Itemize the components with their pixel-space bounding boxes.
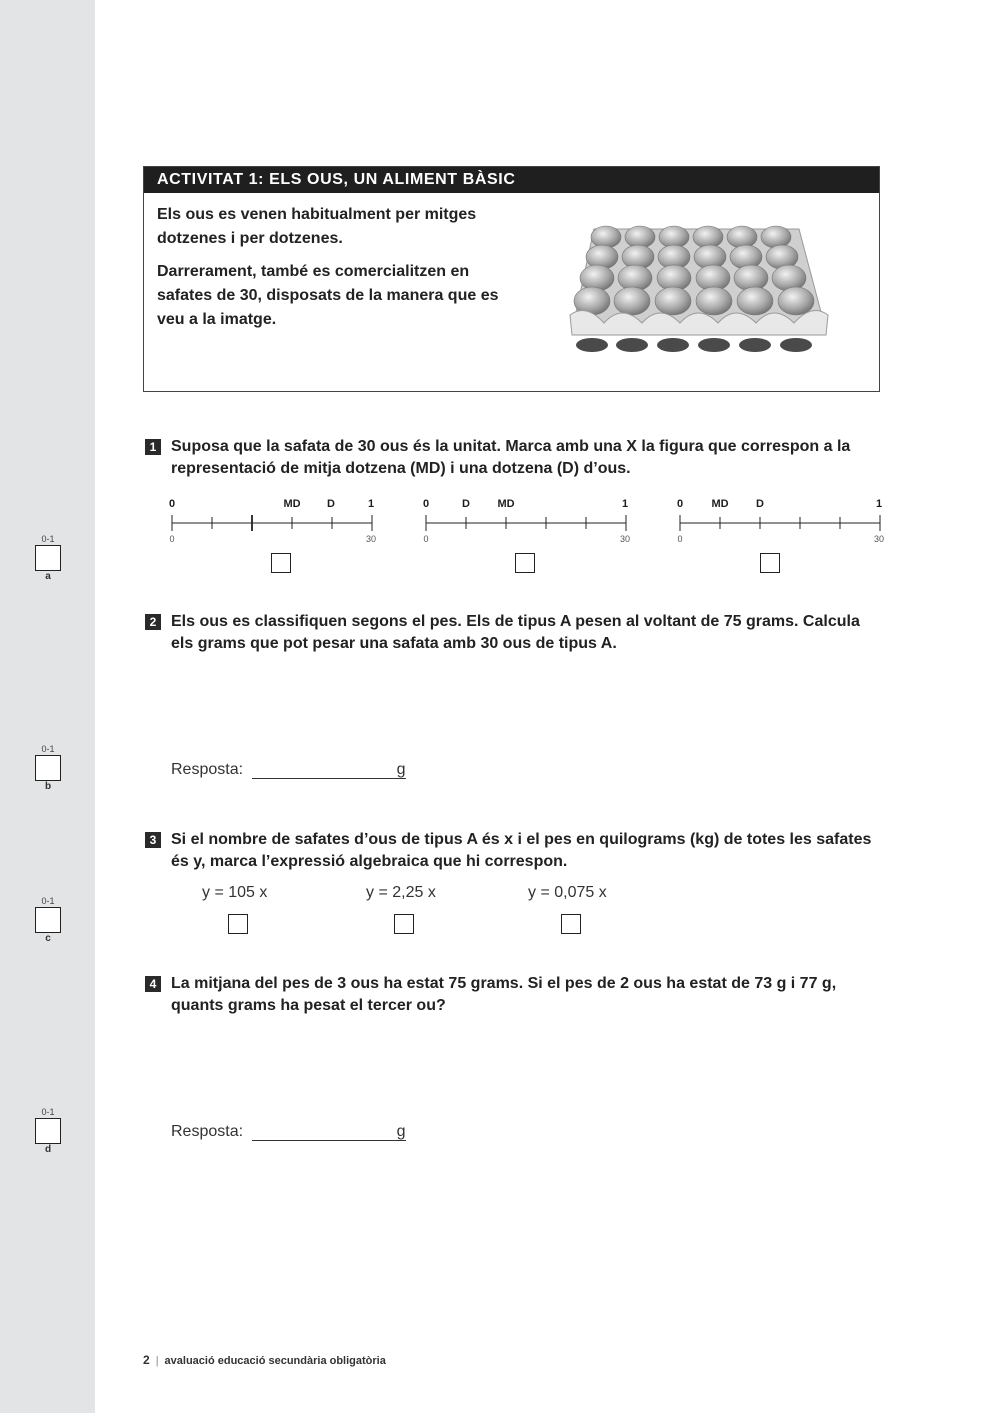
nl-max: 30 — [873, 534, 885, 544]
q1-checkbox-1[interactable] — [271, 553, 291, 573]
q3-var-x: x — [504, 831, 514, 848]
q3-checkbox-2[interactable] — [394, 914, 414, 934]
nl-label-md: MD — [283, 498, 301, 510]
intro-paragraph-1: Els ous es venen habitualment per mitges dotzenes i per dotzenes. — [157, 206, 477, 247]
activity-box — [143, 166, 880, 392]
nl-label-zero: 0 — [422, 498, 430, 510]
q3-var-y: y — [193, 853, 201, 870]
number-line-3 — [678, 498, 883, 558]
activity-title: ACTIVITAT 1: ELS OUS, UN ALIMENT BÀSIC — [144, 167, 879, 193]
nl-label-md: MD — [497, 498, 515, 510]
number-line-axis — [678, 508, 883, 534]
egg-tray-image — [564, 211, 834, 361]
footer-text: avaluació educació secundària obligatòria — [164, 1355, 386, 1367]
score-range: 0-1 — [41, 896, 55, 906]
nl-max: 30 — [619, 534, 631, 544]
score-range: 0-1 — [41, 1107, 55, 1117]
question-4-text: La mitjana del pes de 3 ous ha estat 75 grams. Si el pes de 2 ous ha estat de 73 g i 77 g, quants grams ha pesat el tercer ou? — [171, 975, 837, 1014]
q3-text-part: Si el nombre de safates d’ous de tipus A és — [171, 831, 505, 848]
q3-text-part: i el pes en quilograms (kg) de totes les safates és — [171, 831, 872, 870]
answer-unit: g — [396, 761, 406, 778]
question-number: 1 — [145, 439, 161, 455]
question-3-text — [171, 829, 886, 873]
margin-strip — [0, 0, 95, 1413]
nl-label-one: 1 — [875, 498, 883, 510]
page-footer — [143, 1353, 386, 1367]
score-input[interactable] — [35, 1118, 61, 1144]
intro-paragraph-2: Darrerament, també es comercialitzen en safates de 30, disposats de la manera que es veu a la imatge. — [157, 263, 499, 328]
score-input[interactable] — [35, 755, 61, 781]
nl-min: 0 — [677, 534, 683, 544]
score-box-b — [35, 744, 61, 793]
score-letter: c — [45, 933, 51, 944]
number-line-axis — [424, 508, 629, 534]
q2-answer — [171, 761, 406, 779]
q1-checkbox-3[interactable] — [760, 553, 780, 573]
score-letter: d — [44, 1144, 52, 1155]
number-line-axis — [170, 508, 375, 534]
nl-label-one: 1 — [621, 498, 629, 510]
score-range: 0-1 — [41, 534, 55, 544]
score-letter: a — [45, 571, 51, 582]
nl-label-md: MD — [711, 498, 729, 510]
answer-field[interactable] — [252, 1123, 406, 1141]
answer-label: Resposta: — [171, 761, 244, 778]
score-letter: b — [44, 781, 52, 792]
answer-label: Resposta: — [171, 1123, 244, 1140]
q3-option-1: y = 105 x — [202, 884, 268, 901]
footer-separator: | — [155, 1355, 159, 1367]
question-1-text: Suposa que la safata de 30 ous és la unitat. Marca amb una X la figura que correspon a la representació de mitja dotzena (MD) i una dotzena (D) d’ous. — [171, 438, 851, 477]
question-2-text: Els ous es classifiquen segons el pes. Els de tipus A pesen al voltant de 75 grams. Calcula els grams que pot pesar una safata amb 30 ous de tipus A. — [171, 613, 860, 652]
score-box-c — [35, 896, 61, 945]
nl-label-zero: 0 — [168, 498, 176, 510]
q3-checkbox-1[interactable] — [228, 914, 248, 934]
score-input[interactable] — [35, 907, 61, 933]
q3-option-2: y = 2,25 x — [366, 884, 436, 901]
q1-checkbox-2[interactable] — [515, 553, 535, 573]
nl-label-d: D — [327, 498, 335, 510]
q3-option-3: y = 0,075 x — [528, 884, 607, 901]
answer-field[interactable] — [252, 761, 406, 779]
number-line-1 — [170, 498, 375, 558]
nl-label-zero: 0 — [676, 498, 684, 510]
q3-text-part: , marca l’expressió algebraica que hi correspon. — [200, 853, 568, 870]
score-box-d — [35, 1107, 61, 1156]
score-range: 0-1 — [41, 744, 55, 754]
answer-unit: g — [396, 1123, 406, 1140]
q3-checkbox-3[interactable] — [561, 914, 581, 934]
q4-answer — [171, 1123, 406, 1141]
nl-label-d: D — [462, 498, 470, 510]
question-number: 3 — [145, 832, 161, 848]
score-input[interactable] — [35, 545, 61, 571]
nl-min: 0 — [169, 534, 175, 544]
number-line-2 — [424, 498, 629, 558]
nl-min: 0 — [423, 534, 429, 544]
nl-label-d: D — [756, 498, 764, 510]
score-box-a — [35, 534, 61, 583]
nl-max: 30 — [365, 534, 377, 544]
page-number: 2 — [143, 1353, 150, 1367]
nl-label-one: 1 — [367, 498, 375, 510]
question-number: 4 — [145, 976, 161, 992]
question-number: 2 — [145, 614, 161, 630]
